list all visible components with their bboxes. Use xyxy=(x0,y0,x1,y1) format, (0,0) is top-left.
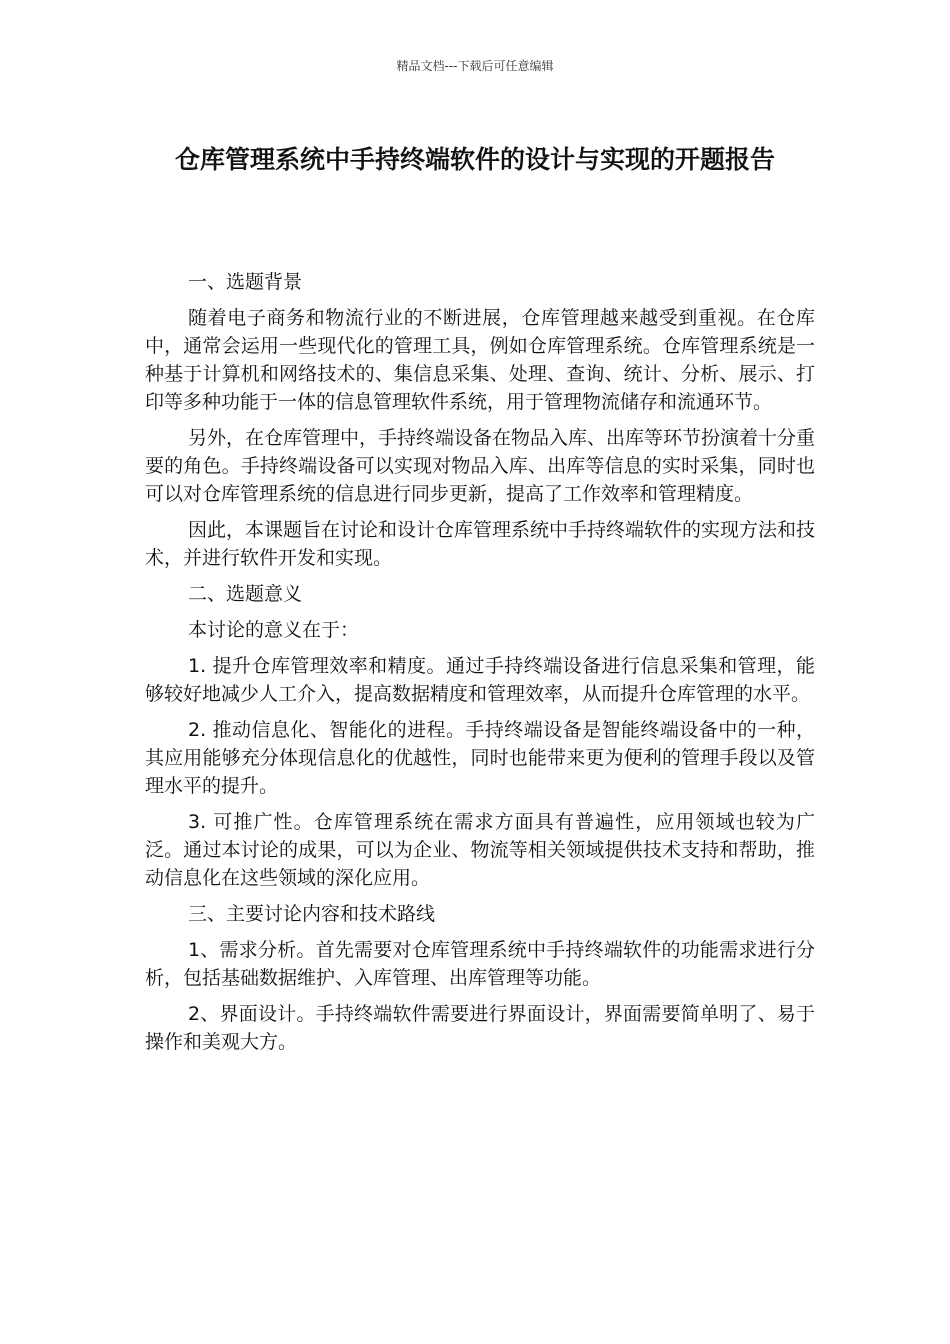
list-item: 2. 推动信息化、智能化的进程。手持终端设备是智能终端设备中的一种，其应用能够充分体现信息化的优越性，同时也能带来更为便利的管理手段以及管理水平的提升。 xyxy=(145,719,815,797)
document-body xyxy=(145,268,815,1064)
header-note: 精品文档---下载后可任意编辑 xyxy=(396,59,554,73)
section-heading-significance: 二、选题意义 xyxy=(188,583,303,605)
list-item: 3. 可推广性。仓库管理系统在需求方面具有普遍性，应用领域也较为广泛。通过本讨论的成果，可以为企业、物流等相关领域提供技术支持和帮助，推动信息化在这些领域的深化应用。 xyxy=(145,811,815,889)
list-item: 1. 提升仓库管理效率和精度。通过手持终端设备进行信息采集和管理，能够较好地减少人工介入，提高数据精度和管理效率，从而提升仓库管理的水平。 xyxy=(145,655,815,705)
paragraph: 本讨论的意义在于： xyxy=(188,619,360,641)
section-heading-research-content: 三、主要讨论内容和技术路线 xyxy=(188,903,436,925)
list-item: 1、需求分析。首先需要对仓库管理系统中手持终端软件的功能需求进行分析，包括基础数据维护、入库管理、出库管理等功能。 xyxy=(145,939,815,989)
list-item: 2、界面设计。手持终端软件需要进行界面设计，界面需要简单明了、易于操作和美观大方。 xyxy=(145,1003,815,1053)
section-heading-background: 一、选题背景 xyxy=(188,271,303,293)
paragraph: 另外，在仓库管理中，手持终端设备在物品入库、出库等环节扮演着十分重要的角色。手持终端设备可以实现对物品入库、出库等信息的实时采集，同时也可以对仓库管理系统的信息进行同步更新，提高了工作效率和管理精度。 xyxy=(145,427,816,505)
document-title: 仓库管理系统中手持终端软件的设计与实现的开题报告 xyxy=(174,145,775,174)
paragraph: 因此，本课题旨在讨论和设计仓库管理系统中手持终端软件的实现方法和技术，并进行软件开发和实现。 xyxy=(145,519,816,569)
paragraph: 随着电子商务和物流行业的不断进展，仓库管理越来越受到重视。在仓库中，通常会运用一些现代化的管理工具，例如仓库管理系统。仓库管理系统是一种基于计算机和网络技术的、集信息采集、处理、查询、统计、分析、展示、打印等多种功能于一体的信息管理软件系统，用于管理物流储存和流通环节。 xyxy=(145,307,815,413)
